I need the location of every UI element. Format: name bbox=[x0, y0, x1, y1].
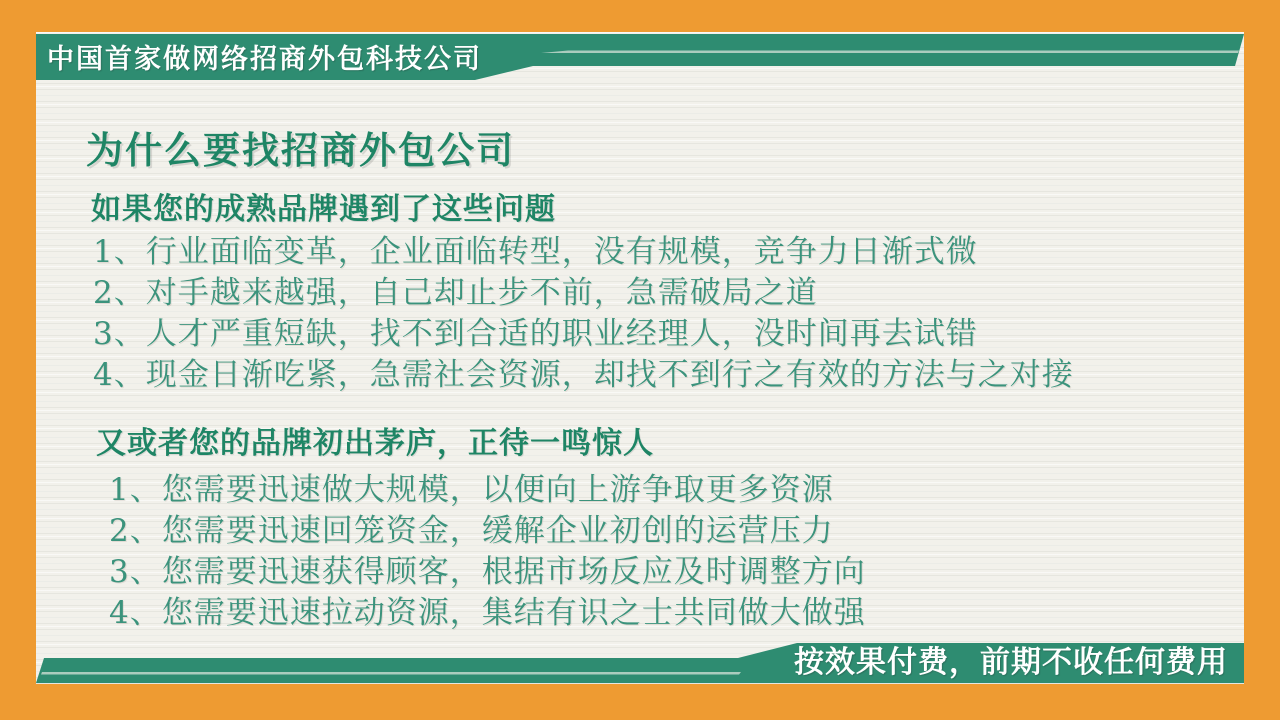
list-item: 2、您需要迅速回笼资金，缓解企业初创的运营压力 bbox=[109, 513, 834, 549]
header-ribbon-text: 中国首家做网络招商外包科技公司 bbox=[47, 44, 482, 74]
section-1-heading: 如果您的成熟品牌遇到了这些问题 bbox=[91, 193, 556, 226]
list-item: 1、您需要迅速做大规模，以便向上游争取更多资源 bbox=[109, 472, 834, 508]
slide-content-panel bbox=[36, 32, 1244, 684]
list-item: 1、行业面临变革，企业面临转型，没有规模，竞争力日渐式微 bbox=[93, 234, 978, 270]
section-1-list bbox=[93, 232, 1074, 396]
list-item: 4、您需要迅速拉动资源，集结有识之士共同做大做强 bbox=[109, 595, 866, 631]
section-2-heading: 又或者您的品牌初出茅庐，正待一鸣惊人 bbox=[96, 427, 654, 460]
list-item: 3、人才严重短缺，找不到合适的职业经理人，没时间再去试错 bbox=[93, 316, 978, 352]
list-item: 4、现金日渐吃紧，急需社会资源，却找不到行之有效的方法与之对接 bbox=[93, 357, 1074, 393]
list-item: 2、对手越来越强，自己却止步不前，急需破局之道 bbox=[93, 275, 818, 311]
list-item: 3、您需要迅速获得顾客，根据市场反应及时调整方向 bbox=[109, 554, 866, 590]
page-title: 为什么要找招商外包公司 bbox=[86, 130, 515, 171]
header-ribbon-stripe bbox=[541, 51, 1239, 54]
footer-ribbon-text: 按效果付费，前期不收任何费用 bbox=[794, 646, 1228, 679]
footer-ribbon-stripe bbox=[41, 672, 741, 675]
